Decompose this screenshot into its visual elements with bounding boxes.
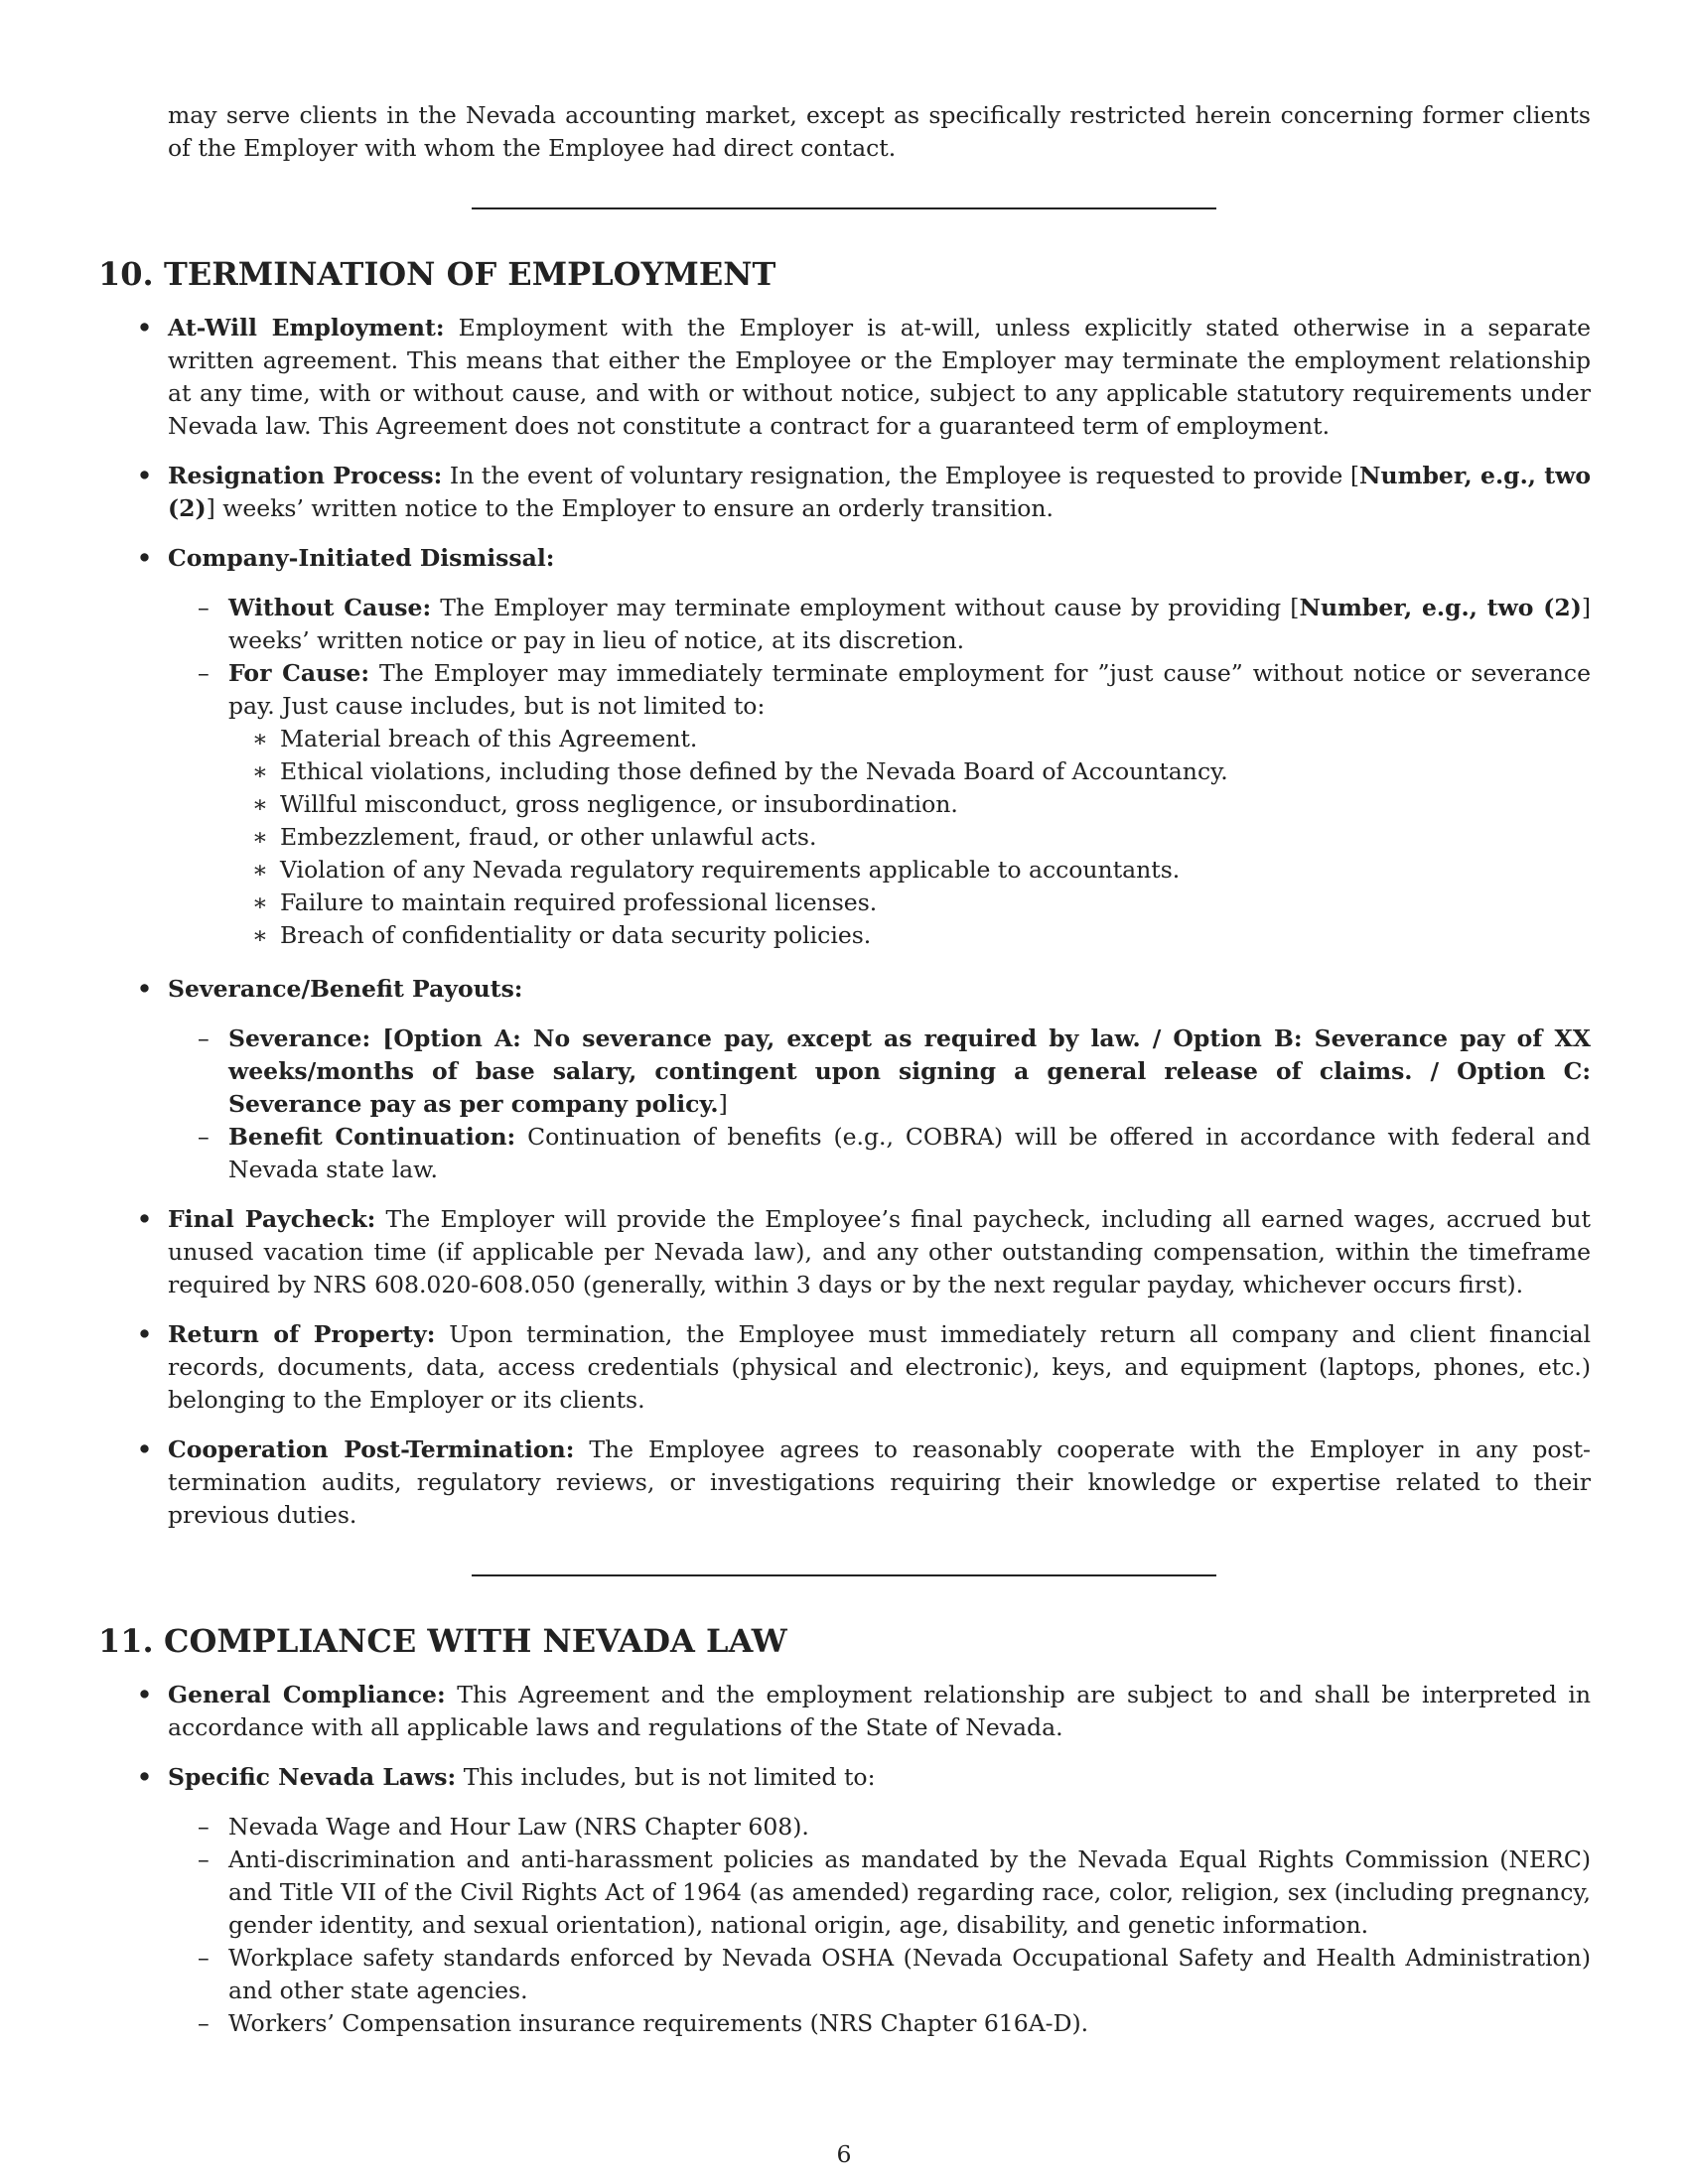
item-label: Benefit Continuation: bbox=[228, 1123, 516, 1151]
item-text: ] bbox=[718, 1090, 728, 1118]
section-heading bbox=[98, 254, 775, 294]
item-label: Severance/Benefit Payouts: bbox=[168, 975, 523, 1003]
bullet-icon: • bbox=[137, 314, 153, 341]
placeholder-text: Number, e.g., two (2) bbox=[1299, 594, 1582, 621]
section-number: 11. bbox=[98, 1622, 154, 1660]
cause-text: Embezzlement, fraud, or other unlawful acts. bbox=[280, 823, 817, 851]
cause-text: Breach of confidentiality or data security policies. bbox=[280, 921, 872, 949]
section-divider bbox=[472, 207, 1216, 209]
bullet-icon: • bbox=[137, 1205, 153, 1233]
list-item bbox=[137, 542, 1591, 575]
dash-icon: – bbox=[198, 1944, 210, 1972]
bullet-icon: • bbox=[137, 1435, 153, 1463]
item-text: Continuation of benefits (e.g., COBRA) will be offered in accordance with federal and Nevada state law. bbox=[228, 1123, 1591, 1183]
sub-list-item bbox=[198, 592, 1592, 657]
asterisk-icon: ∗ bbox=[252, 790, 268, 818]
list-item bbox=[137, 1679, 1591, 1744]
item-text: This Agreement and the employment relationship are subject to and shall be interpreted in accordance with all applicable laws and regulations of the State of Nevada. bbox=[168, 1681, 1591, 1741]
item-text: The Employee agrees to reasonably cooperate with the Employer in any post-termination audits, regulatory reviews, or investigations requiring their knowledge or expertise related to their previous duties. bbox=[168, 1435, 1591, 1529]
item-text: Upon termination, the Employee must immediately return all company and client financial records, documents, data, access credentials (physical and electronic), keys, and equipment (laptops, phones, etc.) belonging to the Employer or its clients. bbox=[168, 1320, 1591, 1414]
dash-icon: – bbox=[198, 659, 210, 687]
asterisk-icon: ∗ bbox=[252, 757, 268, 785]
item-label: At-Will Employment: bbox=[168, 314, 445, 341]
bullet-icon: • bbox=[137, 462, 153, 489]
sub-list-item bbox=[198, 1121, 1591, 1186]
item-label: Without Cause: bbox=[228, 594, 432, 621]
sub-list-item bbox=[198, 657, 1591, 723]
dash-icon: – bbox=[198, 2009, 210, 2037]
dash-icon: – bbox=[198, 594, 210, 621]
item-text: The Employer may terminate employment without cause by providing [ bbox=[431, 594, 1300, 621]
cause-text: Failure to maintain required professional licenses. bbox=[280, 888, 878, 916]
asterisk-icon: ∗ bbox=[252, 921, 268, 949]
cause-text: Willful misconduct, gross negligence, or insubordination. bbox=[280, 790, 958, 818]
item-label: For Cause: bbox=[228, 659, 370, 687]
asterisk-icon: ∗ bbox=[252, 888, 268, 916]
sub-list-item bbox=[198, 1811, 1591, 1843]
bullet-icon: • bbox=[137, 544, 153, 572]
cause-item bbox=[252, 919, 1571, 952]
item-label: Final Paycheck: bbox=[168, 1205, 376, 1233]
intro-paragraph: may serve clients in the Nevada accounting market, except as specifically restricted herein concerning former clients of the Employer with whom the Employee had direct contact. bbox=[168, 101, 1591, 162]
item-label: Cooperation Post-Termination: bbox=[168, 1435, 575, 1463]
item-label: Severance: bbox=[228, 1024, 371, 1052]
section-number: 10. bbox=[98, 255, 154, 293]
dash-icon: – bbox=[198, 1123, 210, 1151]
section-title: TERMINATION OF EMPLOYMENT bbox=[164, 255, 776, 293]
section-divider bbox=[472, 1574, 1216, 1576]
dash-icon: – bbox=[198, 1024, 210, 1052]
section-heading bbox=[98, 1621, 787, 1661]
list-item bbox=[137, 1433, 1591, 1532]
item-text: ] weeks’ written notice to the Employer to ensure an orderly transition. bbox=[206, 494, 1054, 522]
page-number: 6 bbox=[836, 2140, 852, 2168]
sub-list-item bbox=[198, 1843, 1591, 1942]
list-item bbox=[137, 460, 1591, 525]
asterisk-icon: ∗ bbox=[252, 823, 268, 851]
list-item bbox=[137, 973, 1591, 1006]
cause-item bbox=[252, 755, 1571, 788]
item-text: Workplace safety standards enforced by Nevada OSHA (Nevada Occupational Safety and Health Administration) and other state agencies. bbox=[228, 1944, 1591, 2004]
item-label: Resignation Process: bbox=[168, 462, 443, 489]
item-text: Workers’ Compensation insurance requirements (NRS Chapter 616A-D). bbox=[228, 2009, 1089, 2037]
bullet-icon: • bbox=[137, 975, 153, 1003]
list-item bbox=[137, 1761, 1591, 1794]
dash-icon: – bbox=[198, 1845, 210, 1873]
asterisk-icon: ∗ bbox=[252, 856, 268, 884]
cause-item bbox=[252, 887, 1571, 919]
item-text: ] weeks’ written notice or pay in lieu of notice, at its discretion. bbox=[228, 594, 1592, 654]
list-item bbox=[137, 1318, 1591, 1417]
item-text: Employment with the Employer is at-will, unless explicitly stated otherwise in a separate written agreement. This means that either the Employee or the Employer may terminate the employment relationship at any time, with or without cause, and with or without notice, subject to any applicable statutory requirements under Nevada law. This Agreement does not constitute a contract for a guaranteed term of employment. bbox=[168, 314, 1592, 440]
sub-list-item bbox=[198, 1942, 1591, 2007]
item-label: Company-Initiated Dismissal: bbox=[168, 544, 555, 572]
cause-item bbox=[252, 821, 1571, 854]
item-text: The Employer will provide the Employee’s final paycheck, including all earned wages, accrued but unused vacation time (if applicable per Nevada law), and any other outstanding compensation, within the timeframe required by NRS 608.020-608.050 (generally, within 3 days or by the next regular payday, whichever occurs first). bbox=[168, 1205, 1591, 1298]
bullet-icon: • bbox=[137, 1681, 153, 1708]
item-label: Return of Property: bbox=[168, 1320, 436, 1348]
cause-text: Ethical violations, including those defined by the Nevada Board of Accountancy. bbox=[280, 757, 1228, 785]
item-text: In the event of voluntary resignation, the Employee is requested to provide [ bbox=[442, 462, 1360, 489]
cause-item bbox=[252, 854, 1571, 887]
cause-item bbox=[252, 723, 1571, 755]
placeholder-text: [Option A: No severance pay, except as required by law. / Option B: Severance pay of XX weeks/months of base salary, contingent upon signing a general release of claims. / Option C: Severance pay as per company policy. bbox=[228, 1024, 1591, 1118]
item-label: Specific Nevada Laws: bbox=[168, 1763, 457, 1791]
item-text: The Employer may immediately terminate employment for ”just cause” without notice or severance pay. Just cause includes, but is not limited to: bbox=[228, 659, 1591, 720]
section-title: COMPLIANCE WITH NEVADA LAW bbox=[164, 1622, 787, 1660]
list-item bbox=[137, 312, 1592, 443]
item-text: Nevada Wage and Hour Law (NRS Chapter 608). bbox=[228, 1813, 809, 1841]
item-text: Anti-discrimination and anti-harassment policies as mandated by the Nevada Equal Rights Commission (NERC) and Title VII of the Civil Rights Act of 1964 (as amended) regarding race, color, religion, sex (including pregnancy, gender identity, and sexual orientation), national origin, age, disability, and genetic information. bbox=[228, 1845, 1591, 1939]
sub-list-item bbox=[198, 1023, 1591, 1121]
cause-item bbox=[252, 788, 1571, 821]
sub-list-item bbox=[198, 2007, 1591, 2040]
bullet-icon: • bbox=[137, 1320, 153, 1348]
cause-text: Material breach of this Agreement. bbox=[280, 725, 698, 752]
item-label: General Compliance: bbox=[168, 1681, 446, 1708]
list-item bbox=[137, 1203, 1591, 1301]
placeholder-text: Number, e.g., two (2) bbox=[168, 462, 1591, 522]
asterisk-icon: ∗ bbox=[252, 725, 268, 752]
bullet-icon: • bbox=[137, 1763, 153, 1791]
dash-icon: – bbox=[198, 1813, 210, 1841]
cause-text: Violation of any Nevada regulatory requirements applicable to accountants. bbox=[280, 856, 1181, 884]
item-text: This includes, but is not limited to: bbox=[456, 1763, 876, 1791]
